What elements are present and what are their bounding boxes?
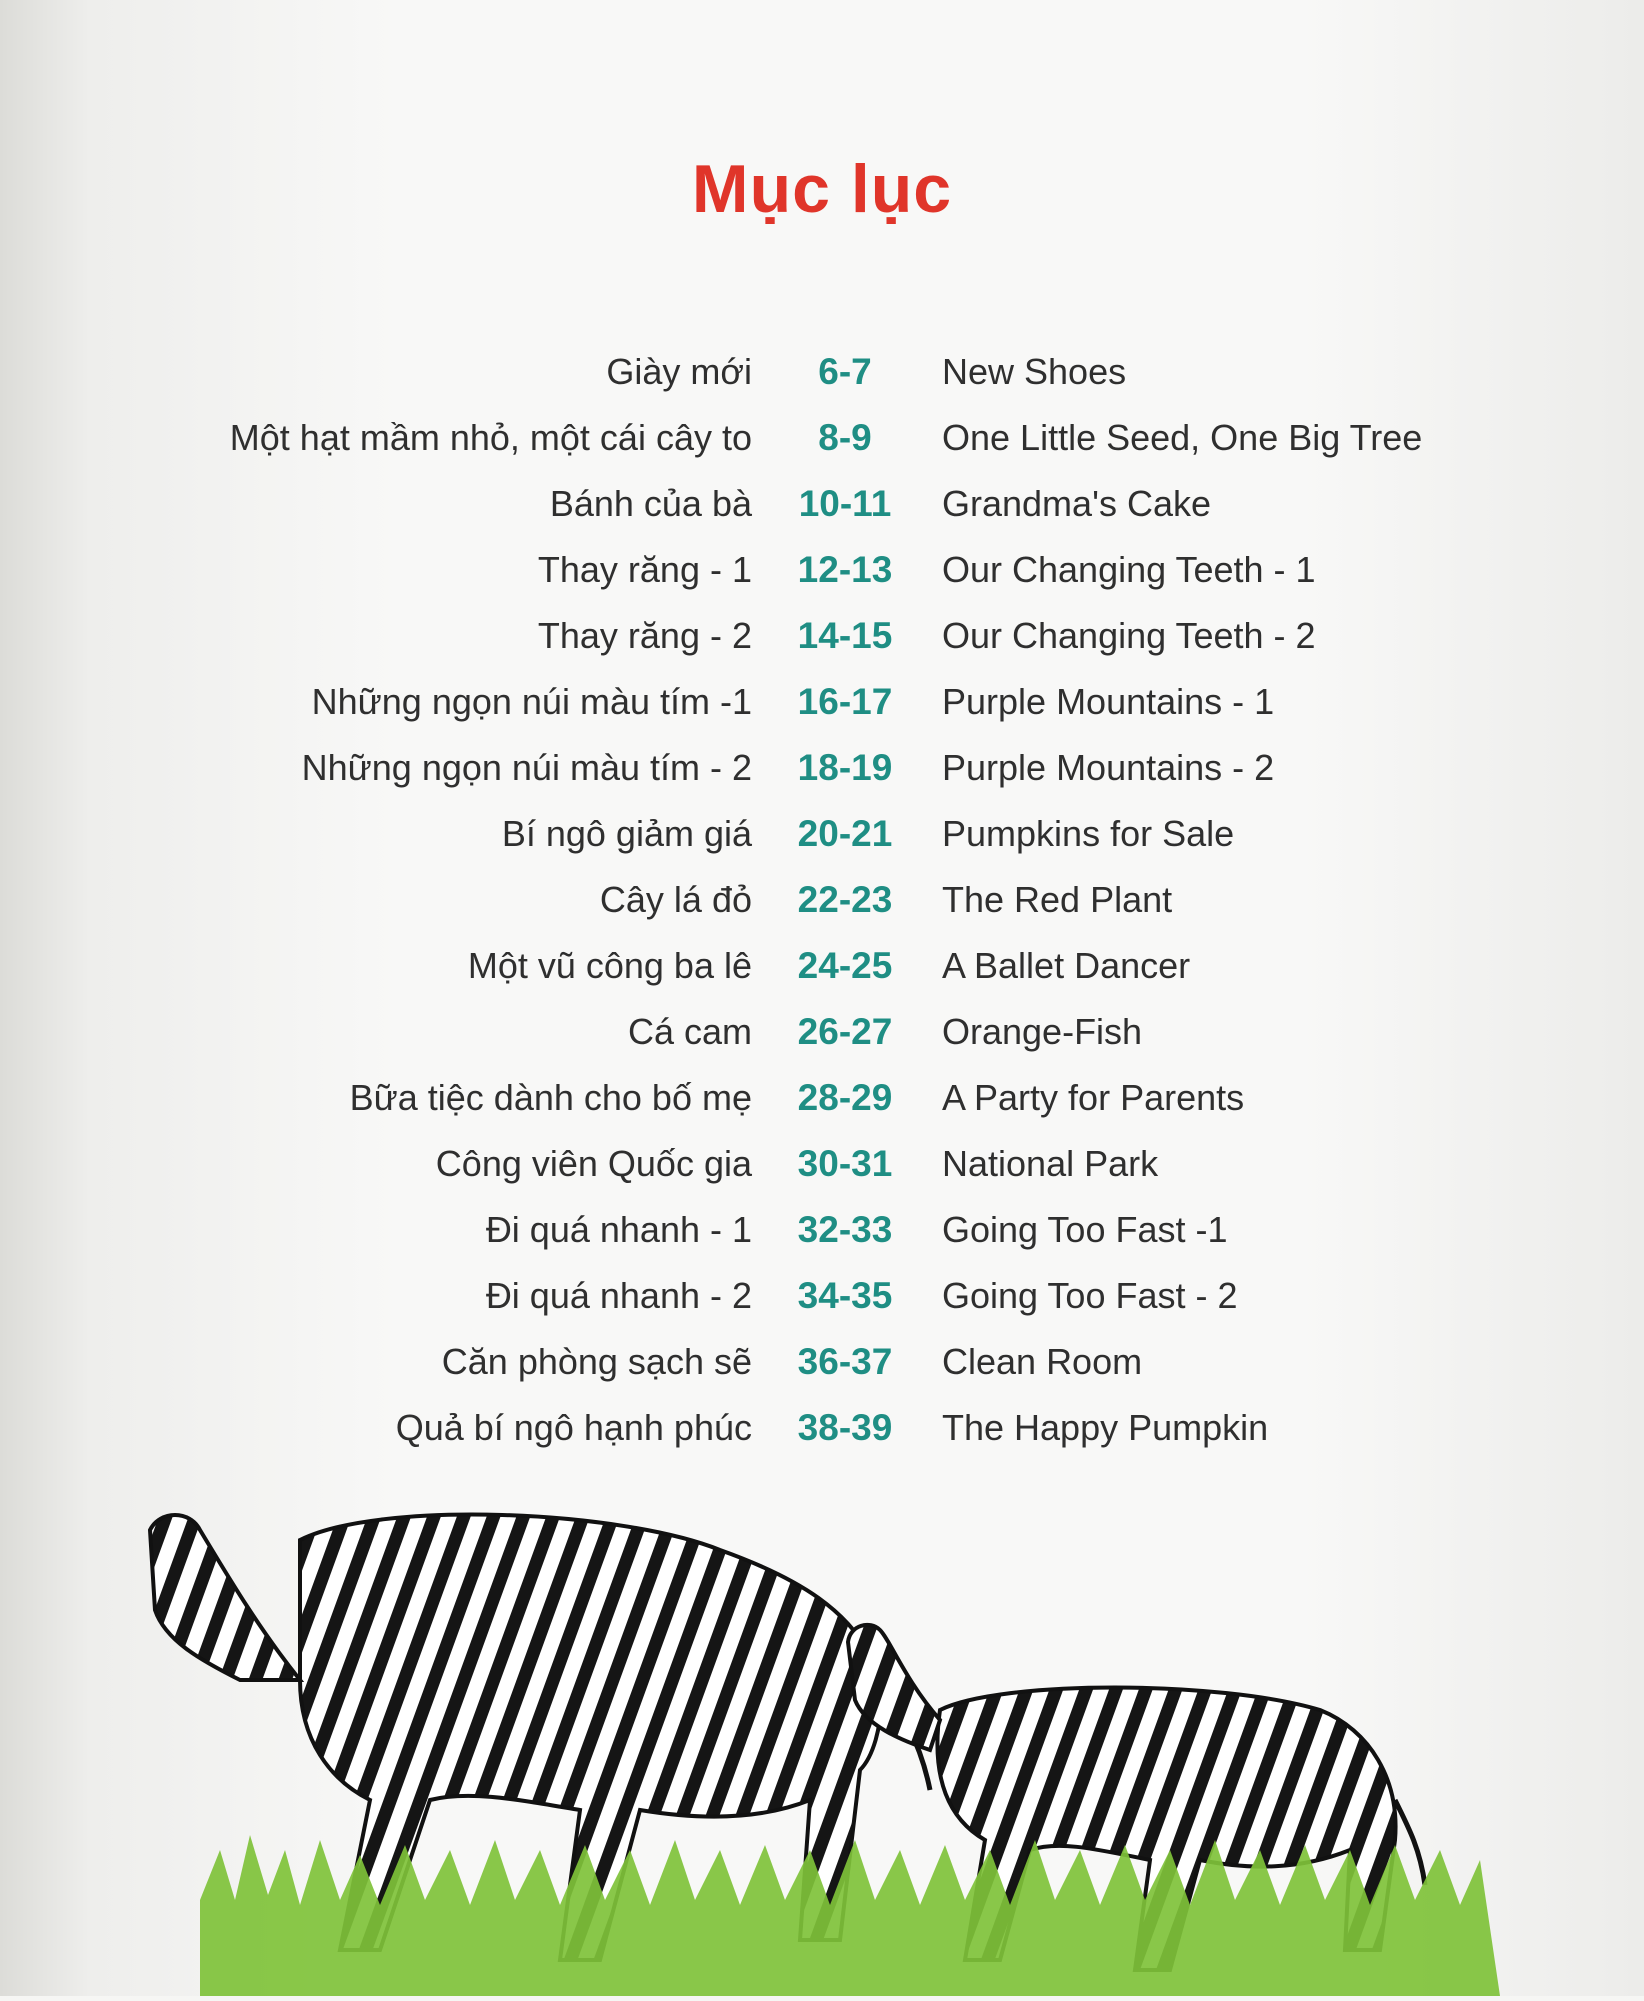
toc-title-en: Our Changing Teeth - 2 bbox=[942, 615, 1316, 656]
toc-title-en: Orange-Fish bbox=[942, 1011, 1143, 1052]
toc-title-en: Our Changing Teeth - 1 bbox=[942, 549, 1316, 590]
toc-title-en: Going Too Fast - 2 bbox=[942, 1275, 1238, 1316]
toc-title-vi: Thay răng - 2 bbox=[537, 615, 752, 656]
toc-title-en: One Little Seed, One Big Tree bbox=[942, 417, 1423, 458]
toc-title-en: Going Too Fast -1 bbox=[942, 1209, 1228, 1250]
toc-page-number: 38-39 bbox=[797, 1407, 893, 1448]
toc-title-vi: Căn phòng sạch sẽ bbox=[441, 1341, 752, 1382]
toc-page-number: 34-35 bbox=[797, 1275, 893, 1316]
toc-row[interactable] bbox=[0, 1000, 1644, 1064]
toc-page-number: 12-13 bbox=[797, 549, 893, 590]
toc-page-number: 30-31 bbox=[797, 1143, 893, 1184]
toc-row[interactable] bbox=[0, 802, 1644, 866]
zebra-illustration bbox=[0, 1380, 1644, 1996]
toc-page-number: 36-37 bbox=[797, 1341, 893, 1382]
toc-page-number: 28-29 bbox=[797, 1077, 893, 1118]
toc-row[interactable] bbox=[0, 736, 1644, 800]
toc-title-vi: Một hạt mầm nhỏ, một cái cây to bbox=[229, 417, 752, 458]
toc-title-en: Clean Room bbox=[942, 1341, 1143, 1382]
toc-row[interactable] bbox=[0, 1132, 1644, 1196]
toc-title-vi: Một vũ công ba lê bbox=[467, 945, 752, 986]
toc-title-vi: Cây lá đỏ bbox=[599, 879, 752, 920]
toc-page-number: 6-7 bbox=[818, 351, 872, 392]
toc-row[interactable] bbox=[0, 670, 1644, 734]
toc-title-vi: Đi quá nhanh - 1 bbox=[485, 1209, 752, 1250]
toc-page-number: 18-19 bbox=[797, 747, 893, 788]
toc-row[interactable] bbox=[0, 1264, 1644, 1328]
toc-title-en: The Happy Pumpkin bbox=[942, 1407, 1269, 1448]
toc-title-vi: Công viên Quốc gia bbox=[435, 1143, 752, 1184]
toc-row[interactable] bbox=[0, 1066, 1644, 1130]
toc-page-number: 10-11 bbox=[798, 483, 892, 524]
toc-title-vi: Những ngọn núi màu tím -1 bbox=[311, 681, 752, 722]
toc-title-vi: Quả bí ngô hạnh phúc bbox=[395, 1407, 752, 1448]
toc-row[interactable] bbox=[0, 1198, 1644, 1262]
toc-page-number: 14-15 bbox=[797, 615, 893, 656]
toc-page-number: 26-27 bbox=[797, 1011, 893, 1052]
toc-title-vi: Bí ngô giảm giá bbox=[501, 813, 752, 854]
toc-title-vi: Bữa tiệc dành cho bố mẹ bbox=[349, 1077, 752, 1118]
toc-title-en: Pumpkins for Sale bbox=[942, 813, 1235, 854]
toc-title-vi: Thay răng - 1 bbox=[537, 549, 752, 590]
toc-row[interactable] bbox=[0, 472, 1644, 536]
toc-title-en: Purple Mountains - 1 bbox=[942, 681, 1275, 722]
toc-page-number: 20-21 bbox=[797, 813, 893, 854]
toc-title-en: New Shoes bbox=[942, 351, 1127, 392]
page-title: Mục lục bbox=[691, 151, 953, 227]
toc-title-en: The Red Plant bbox=[942, 879, 1173, 920]
toc-page-number: 24-25 bbox=[797, 945, 893, 986]
toc-page-number: 16-17 bbox=[797, 681, 893, 722]
toc-row[interactable] bbox=[0, 868, 1644, 932]
toc-row[interactable] bbox=[0, 604, 1644, 668]
toc-title-en: Purple Mountains - 2 bbox=[942, 747, 1275, 788]
toc-title-en: Grandma's Cake bbox=[942, 483, 1211, 524]
toc-title-en: National Park bbox=[942, 1143, 1159, 1184]
toc-title-vi: Bánh của bà bbox=[549, 483, 752, 524]
toc-title-en: A Party for Parents bbox=[942, 1077, 1245, 1118]
toc-row[interactable] bbox=[0, 406, 1644, 470]
toc-title-vi: Những ngọn núi màu tím - 2 bbox=[301, 747, 752, 788]
toc-page-number: 32-33 bbox=[797, 1209, 893, 1250]
toc-page-number: 22-23 bbox=[797, 879, 893, 920]
toc-row[interactable] bbox=[0, 538, 1644, 602]
toc-row[interactable] bbox=[0, 934, 1644, 998]
toc-title-en: A Ballet Dancer bbox=[942, 945, 1191, 986]
zebra-scene bbox=[0, 1380, 1644, 1996]
toc-page-number: 8-9 bbox=[818, 417, 872, 458]
toc-title-vi: Đi quá nhanh - 2 bbox=[485, 1275, 752, 1316]
toc-title-vi: Cá cam bbox=[627, 1011, 752, 1052]
toc-row[interactable] bbox=[0, 340, 1644, 404]
toc-title-vi: Giày mới bbox=[606, 351, 752, 392]
